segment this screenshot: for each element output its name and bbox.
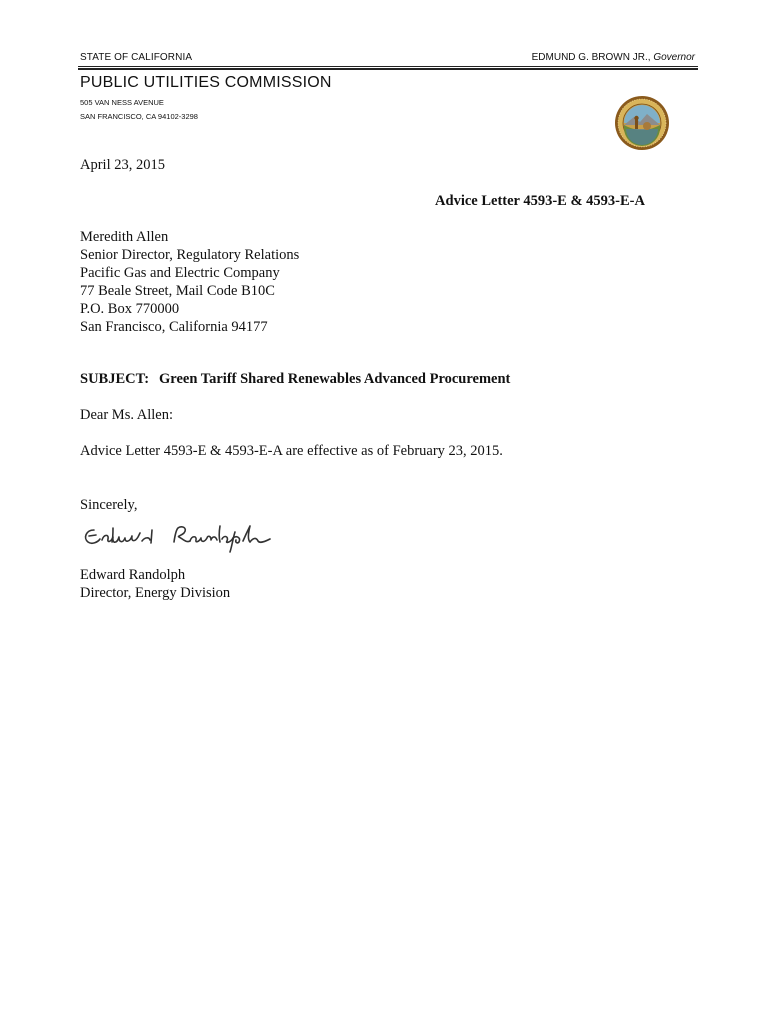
header-rule-thin (78, 66, 698, 67)
subject-text: Green Tariff Shared Renewables Advanced Procurement (159, 371, 511, 387)
address-line-1: 505 VAN NESS AVENUE (80, 98, 164, 107)
recipient-title: Senior Director, Regulatory Relations (80, 247, 300, 263)
recipient-city: San Francisco, California 94177 (80, 319, 268, 335)
recipient-po-box: P.O. Box 770000 (80, 301, 180, 317)
state-seal-icon (614, 95, 670, 151)
governor-title: Governor (653, 52, 695, 63)
subject-line (80, 370, 510, 388)
body-paragraph: Advice Letter 4593-E & 4593-E-A are effective as of February 23, 2015. (80, 443, 503, 459)
signer-title: Director, Energy Division (80, 585, 231, 601)
governor-label (532, 52, 695, 63)
subject-label: SUBJECT: (80, 371, 150, 387)
header-rule-thick (78, 68, 698, 70)
recipient-name: Meredith Allen (80, 229, 169, 245)
handwritten-signature (80, 520, 275, 556)
advice-letter-reference: Advice Letter 4593-E & 4593-E-A (435, 193, 645, 209)
recipient-street: 77 Beale Street, Mail Code B10C (80, 283, 275, 299)
address-line-2: SAN FRANCISCO, CA 94102-3298 (80, 112, 198, 121)
signer-name: Edward Randolph (80, 567, 186, 583)
recipient-address-block (80, 228, 299, 336)
recipient-company: Pacific Gas and Electric Company (80, 265, 280, 281)
letter-date: April 23, 2015 (80, 157, 165, 173)
governor-name: EDMUND G. BROWN JR., (531, 52, 651, 63)
closing: Sincerely, (80, 497, 138, 513)
state-label: STATE OF CALIFORNIA (80, 52, 193, 63)
salutation: Dear Ms. Allen: (80, 407, 174, 423)
agency-name: PUBLIC UTILITIES COMMISSION (80, 74, 332, 91)
